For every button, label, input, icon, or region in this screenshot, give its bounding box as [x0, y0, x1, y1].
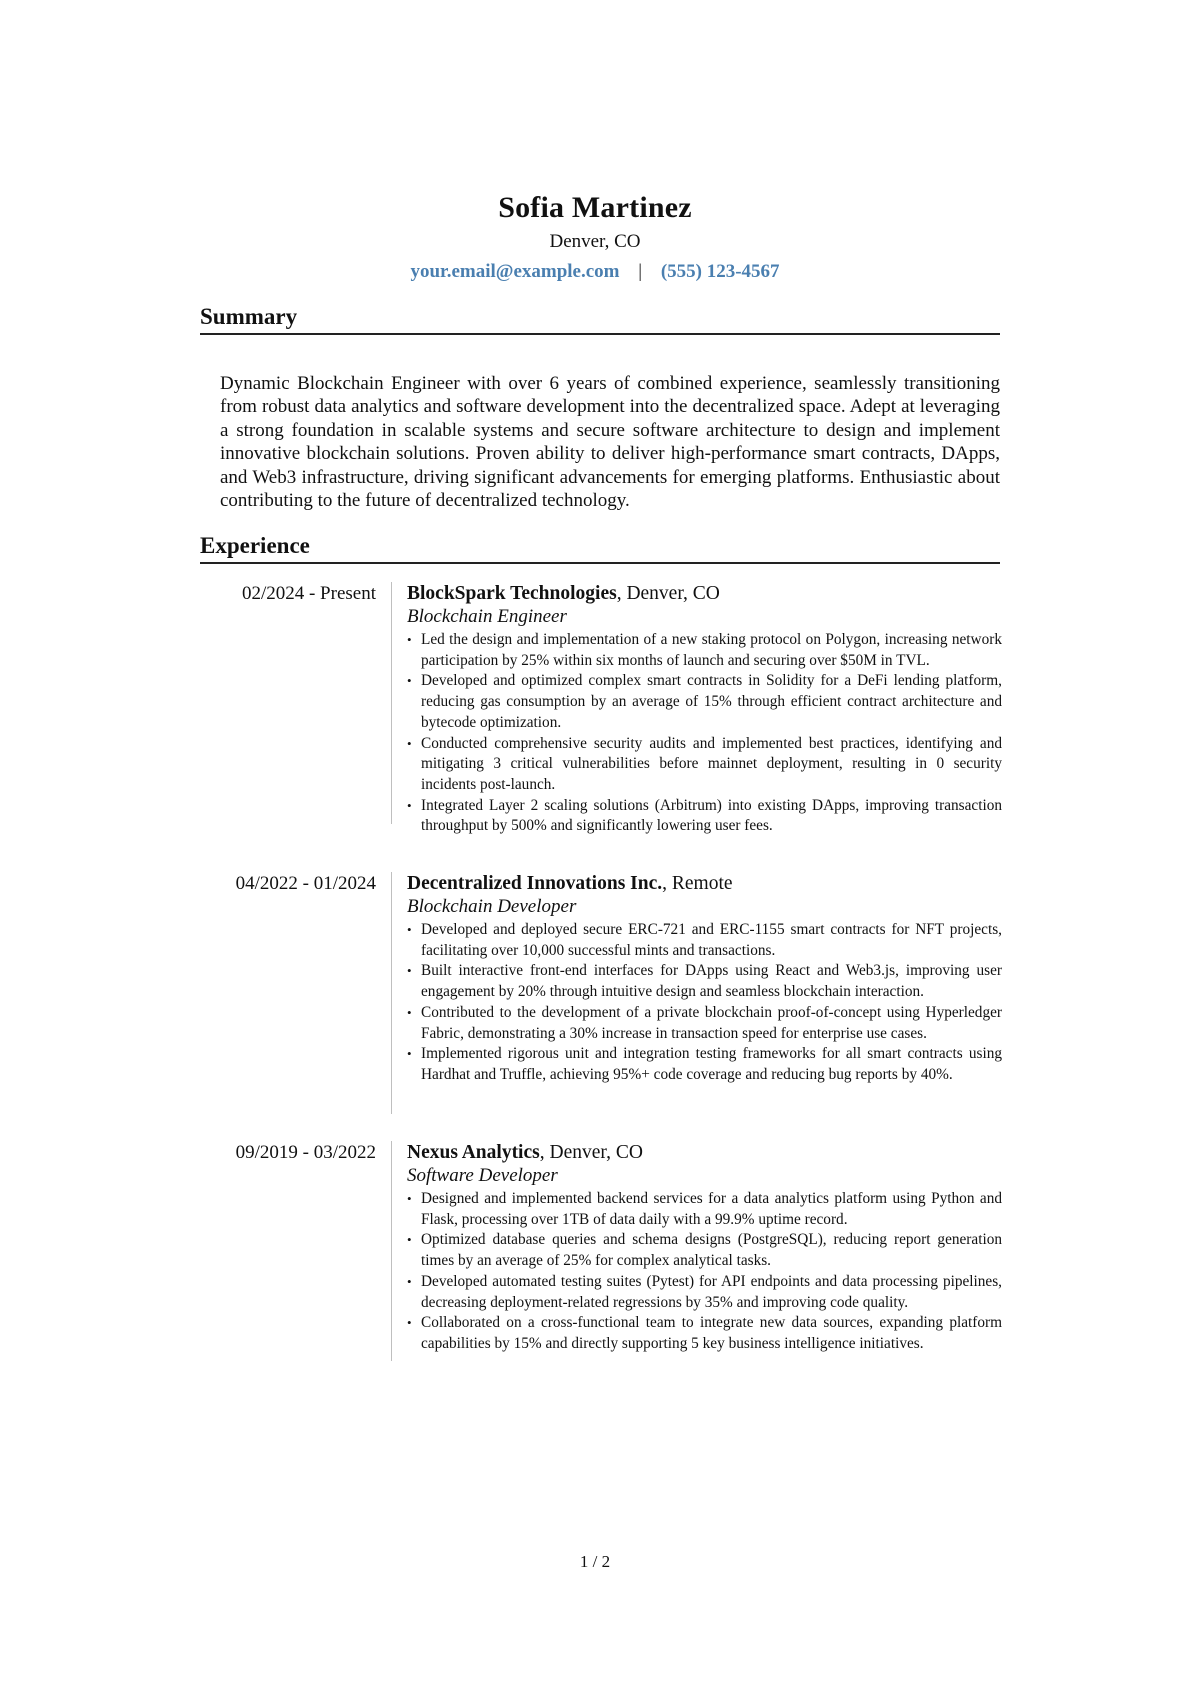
bullet-text: Built interactive front-end interfaces for DApps using React and Web3.js, improving user engagement by 20% through intuitive design and seamless blockchain interaction.: [421, 962, 1002, 1001]
list-item: • Integrated Layer 2 scaling solutions (Arbitrum) into existing DApps, improving transaction throughput by 500% and significantly lowering user fees.: [407, 796, 1002, 835]
company-location: , Remote: [662, 873, 733, 894]
list-item: • Developed and deployed secure ERC-721 and ERC-1155 smart contracts for NFT projects, facilitating over 10,000 successful mints and transactions.: [407, 921, 1002, 959]
timeline-divider: [391, 872, 392, 1114]
job-title: Blockchain Engineer: [407, 606, 567, 627]
bullet-text: Developed automated testing suites (Pytest) for API endpoints and data processing pipelines, decreasing deployment-related regressions by 35% and improving code quality.: [421, 1272, 1002, 1311]
timeline-divider: [391, 582, 392, 824]
company-name: BlockSpark Technologies: [407, 583, 617, 604]
bullet-text: Collaborated on a cross-functional team to integrate new data sources, expanding platform capabilities by 15% and directly supporting 5 key business intelligence initiatives.: [421, 1314, 1002, 1352]
job-bullets: [407, 630, 1002, 837]
job-title: Blockchain Developer: [407, 896, 577, 917]
timeline-divider: [391, 1141, 392, 1361]
email-link[interactable]: your.email@example.com: [410, 261, 620, 282]
bullet-text: Developed and optimized complex smart contracts in Solidity for a DeFi lending platform, reducing gas consumption by an average of 15% through efficient contract architecture and bytecode optimization.: [421, 672, 1002, 731]
resume-header: [0, 190, 1190, 284]
bullet-text: Contributed to the development of a private blockchain proof-of-concept using Hyperledger Fabric, demonstrating a 30% increase in transaction speed for enterprise use cases.: [421, 1003, 1002, 1042]
job-dates: 09/2019 - 03/2022: [235, 1142, 376, 1163]
list-item: • Developed automated testing suites (Pytest) for API endpoints and data processing pipelines, decreasing deployment-related regressions by 35% and improving code quality.: [407, 1272, 1002, 1311]
list-item: • Contributed to the development of a private blockchain proof-of-concept using Hyperledger Fabric, demonstrating a 30% increase in transaction speed for enterprise use cases.: [407, 1003, 1002, 1042]
list-item: • Collaborated on a cross-functional team to integrate new data sources, expanding platform capabilities by 15% and directly supporting 5 key business intelligence initiatives.: [407, 1314, 1002, 1352]
candidate-name: Sofia Martinez: [498, 191, 692, 224]
bullet-text: Implemented rigorous unit and integration testing frameworks for all smart contracts using Hardhat and Truffle, achieving 95%+ code coverage and reducing bug reports by 40%.: [421, 1045, 1002, 1083]
company-line: [407, 1141, 1002, 1165]
phone-link[interactable]: (555) 123-4567: [660, 261, 780, 282]
company-name: Nexus Analytics: [407, 1142, 540, 1163]
summary-heading: Summary: [200, 303, 1000, 335]
bullet-text: Developed and deployed secure ERC-721 and ERC-1155 smart contracts for NFT projects, facilitating over 10,000 successful mints and transactions.: [421, 921, 1002, 959]
bullet-text: Conducted comprehensive security audits and implemented best practices, identifying and mitigating 3 critical vulnerabilities before mainnet deployment, resulting in 0 security incidents post-launch.: [421, 734, 1002, 793]
experience-heading: Experience: [200, 532, 1000, 564]
company-location: , Denver, CO: [539, 1142, 643, 1163]
job-title: Software Developer: [407, 1165, 558, 1186]
job-bullets: [407, 1189, 1002, 1355]
contact-line: [0, 260, 1190, 284]
bullet-text: Optimized database queries and schema designs (PostgreSQL), reducing report generation times by an average of 25% for complex analytical tasks.: [421, 1231, 1002, 1270]
job-dates: 02/2024 - Present: [241, 583, 376, 604]
job-bullets: [407, 920, 1002, 1086]
job-dates: 04/2022 - 01/2024: [235, 873, 376, 894]
contact-separator: |: [638, 261, 643, 282]
bullet-text: Designed and implemented backend services for a data analytics platform using Python and Flask, processing over 1TB of data daily with a 99.9% uptime record.: [421, 1190, 1002, 1228]
bullet-text: Integrated Layer 2 scaling solutions (Arbitrum) into existing DApps, improving transaction throughput by 500% and significantly lowering user fees.: [421, 796, 1002, 835]
company-line: [407, 872, 1002, 896]
page-number: 1 / 2: [579, 1552, 611, 1571]
list-item: • Developed and optimized complex smart contracts in Solidity for a DeFi lending platform, reducing gas consumption by an average of 15% through efficient contract architecture and bytecode optimization.: [407, 672, 1002, 731]
list-item: • Optimized database queries and schema designs (PostgreSQL), reducing report generation times by an average of 25% for complex analytical tasks.: [407, 1231, 1002, 1270]
company-name: Decentralized Innovations Inc.: [407, 873, 663, 894]
list-item: • Led the design and implementation of a new staking protocol on Polygon, increasing network participation by 25% within six months of launch and securing over $50M in TVL.: [407, 631, 1002, 669]
summary-text: Dynamic Blockchain Engineer with over 6 years of combined experience, seamlessly transitioning from robust data analytics and software development into the decentralized space. Adept at leveraging a strong foundation in scalable systems and secure software architecture to design and implement innovative blockchain solutions. Proven ability to deliver high-performance smart contracts, DApps, and Web3 infrastructure, driving significant advancements for emerging platforms. Enthusiastic about contributing to the future of decentralized technology.: [220, 373, 1000, 512]
list-item: • Conducted comprehensive security audits and implemented best practices, identifying and mitigating 3 critical vulnerabilities before mainnet deployment, resulting in 0 security incidents post-launch.: [407, 734, 1002, 793]
candidate-location: Denver, CO: [549, 231, 641, 252]
bullet-text: Led the design and implementation of a new staking protocol on Polygon, increasing network participation by 25% within six months of launch and securing over $50M in TVL.: [421, 631, 1002, 669]
list-item: • Implemented rigorous unit and integration testing frameworks for all smart contracts using Hardhat and Truffle, achieving 95%+ code coverage and reducing bug reports by 40%.: [407, 1045, 1002, 1083]
list-item: • Designed and implemented backend services for a data analytics platform using Python and Flask, processing over 1TB of data daily with a 99.9% uptime record.: [407, 1190, 1002, 1228]
company-line: [407, 582, 1002, 606]
list-item: • Built interactive front-end interfaces for DApps using React and Web3.js, improving user engagement by 20% through intuitive design and seamless blockchain interaction.: [407, 962, 1002, 1001]
company-location: , Denver, CO: [616, 583, 720, 604]
